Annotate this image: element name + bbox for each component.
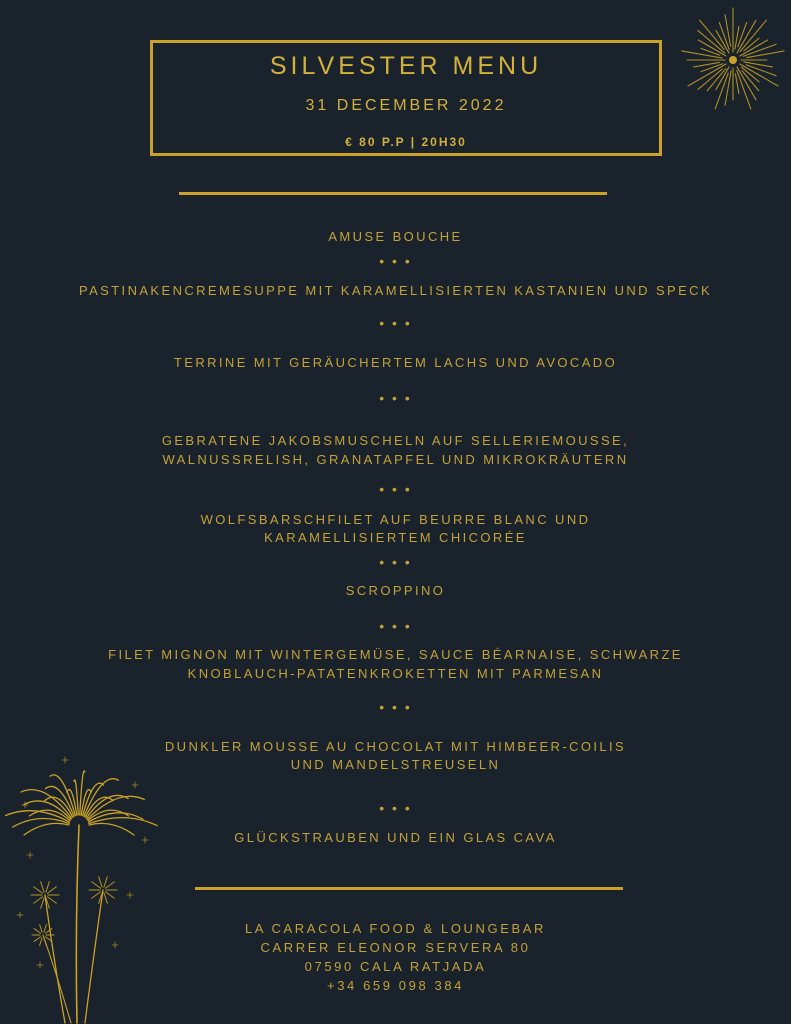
- separator: • • •: [379, 618, 412, 634]
- separator: • • •: [379, 800, 412, 816]
- firework-burst-icon: [675, 5, 785, 115]
- bottom-divider: [195, 887, 623, 890]
- title-box: [150, 40, 662, 156]
- restaurant-street: CARRER ELEONOR SERVERA 80: [260, 940, 531, 955]
- course-scallops-line1: GEBRATENE JAKOBSMUSCHELN AUF SELLERIEMOUSSE,: [161, 433, 630, 448]
- separator: • • •: [379, 481, 412, 497]
- course-dessert-line2: UND MANDELSTREUSELN: [290, 757, 501, 772]
- restaurant-name: LA CARACOLA FOOD & LOUNGEBAR: [244, 921, 547, 936]
- menu-price-time: € 80 P.P | 20H30: [345, 135, 467, 149]
- firework-bouquet-icon: [5, 745, 170, 1024]
- separator: • • •: [379, 253, 412, 269]
- course-grapes-cava: GLÜCKSTRAUBEN UND EIN GLAS CAVA: [234, 830, 557, 845]
- course-amuse-bouche: AMUSE BOUCHE: [328, 229, 463, 244]
- separator: • • •: [379, 554, 412, 570]
- course-soup: PASTINAKENCREMESUPPE MIT KARAMELLISIERTEN KASTANIEN UND SPECK: [78, 283, 713, 298]
- course-terrine: TERRINE MIT GERÄUCHERTEM LACHS UND AVOCADO: [173, 355, 618, 370]
- separator: • • •: [379, 699, 412, 715]
- separator: • • •: [379, 390, 412, 406]
- course-filet-line1: FILET MIGNON MIT WINTERGEMÜSE, SAUCE BÉARNAISE, SCHWARZE: [108, 647, 683, 662]
- course-scallops-line2: WALNUSSRELISH, GRANATAPFEL UND MIKROKRÄUTERN: [162, 452, 629, 467]
- separator: • • •: [379, 315, 412, 331]
- course-seabass-line1: WOLFSBARSCHFILET AUF BEURRE BLANC UND: [200, 512, 591, 527]
- restaurant-phone: +34 659 098 384: [327, 978, 464, 993]
- course-dessert-line1: DUNKLER MOUSSE AU CHOCOLAT MIT HIMBEER-COILIS: [164, 739, 627, 754]
- course-filet-line2: KNOBLAUCH-PATATENKROKETTEN MIT PARMESAN: [187, 666, 604, 681]
- menu-title: SILVESTER MENU: [269, 52, 543, 80]
- menu-date: 31 DECEMBER 2022: [305, 97, 507, 114]
- course-scroppino: SCROPPINO: [345, 583, 446, 598]
- course-seabass-line2: KARAMELLISIERTEM CHICORÉE: [264, 530, 527, 545]
- top-divider: [179, 192, 607, 195]
- restaurant-city: 07590 CALA RATJADA: [304, 959, 487, 974]
